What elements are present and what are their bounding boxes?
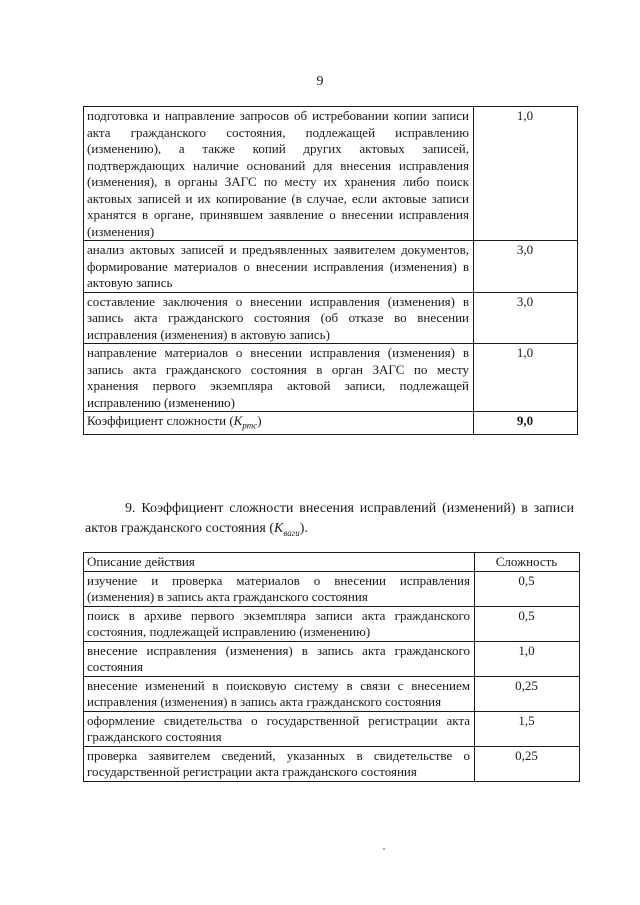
table-row: [84, 292, 578, 344]
action-description: составление заключения о внесении исправления (изменения) в запись акта гражданского состояния (об отказе во внесении исправления (изменения) в актовую запись): [84, 292, 474, 344]
complexity-value: 0,25: [475, 746, 580, 781]
complexity-value: 1,0: [474, 107, 578, 241]
table-row: [84, 711, 580, 746]
complexity-table-9: [83, 552, 580, 782]
complexity-value: 3,0: [474, 241, 578, 293]
action-description: анализ актовых записей и предъявленных заявителем документов, формирование материалов о внесении исправления (изменения) в актовую запись: [84, 241, 474, 293]
action-description: проверка заявителем сведений, указанных в свидетельстве о государственной регистрации акта гражданского состояния: [84, 746, 475, 781]
action-description: подготовка и направление запросов об истребовании копии записи акта гражданского состояния, подлежащей исправлению (изменению), а также копий других актовых записей, подтверждающих наличие оснований для внесения исправления (изменения), в органы ЗАГС по месту их хранения либо поиск актовых записей и их копирование (в случае, если актовые записи хранятся в органе, принявшем заявление о внесении исправления (изменения): [84, 107, 474, 241]
action-description: оформление свидетельства о государственной регистрации акта гражданского состояния: [84, 711, 475, 746]
action-description: направление материалов о внесении исправления (изменения) в запись акта гражданского состояния в орган ЗАГС по месту хранения первого экземпляра актовой записи, подлежащей исправлению (изменению): [84, 344, 474, 412]
header-description: Описание действия: [84, 553, 475, 572]
header-complexity: Сложность: [475, 553, 580, 572]
section-9-heading: 9. Коэффициент сложности внесения исправлений (изменений) в записи актов гражданского состояния $(K_{ваги})$.: [85, 501, 574, 538]
table-row: [84, 746, 580, 781]
complexity-value: 1,5: [475, 711, 580, 746]
table-row: [84, 606, 580, 641]
action-description: внесение исправления (изменения) в запись акта гражданского состояния: [84, 641, 475, 676]
table-row: [84, 676, 580, 711]
total-row: [84, 412, 578, 435]
table-row: [84, 241, 578, 293]
complexity-value: 0,25: [475, 676, 580, 711]
table-row: [84, 571, 580, 606]
complexity-table-8: [83, 106, 578, 435]
total-value: 9,0: [474, 412, 578, 435]
action-description: внесение изменений в поисковую систему в связи с внесением исправления (изменения) в запись акта гражданского состояния: [84, 676, 475, 711]
action-description: поиск в архиве первого экземпляра записи акта гражданского состояния, подлежащей исправлению (изменению): [84, 606, 475, 641]
total-label: Коэффициент сложности $(K_{ртс})$: [84, 412, 474, 435]
action-description: изучение и проверка материалов о внесении исправления (изменения) в запись акта гражданского состояния: [84, 571, 475, 606]
complexity-value: 1,0: [474, 344, 578, 412]
table-header-row: [84, 553, 580, 572]
table-row: [84, 344, 578, 412]
complexity-value: 0,5: [475, 571, 580, 606]
table-row: [84, 107, 578, 241]
complexity-value: 0,5: [475, 606, 580, 641]
page-number: 9: [316, 74, 324, 89]
scan-speck: [383, 848, 385, 850]
complexity-value: 3,0: [474, 292, 578, 344]
table-row: [84, 641, 580, 676]
complexity-value: 1,0: [475, 641, 580, 676]
